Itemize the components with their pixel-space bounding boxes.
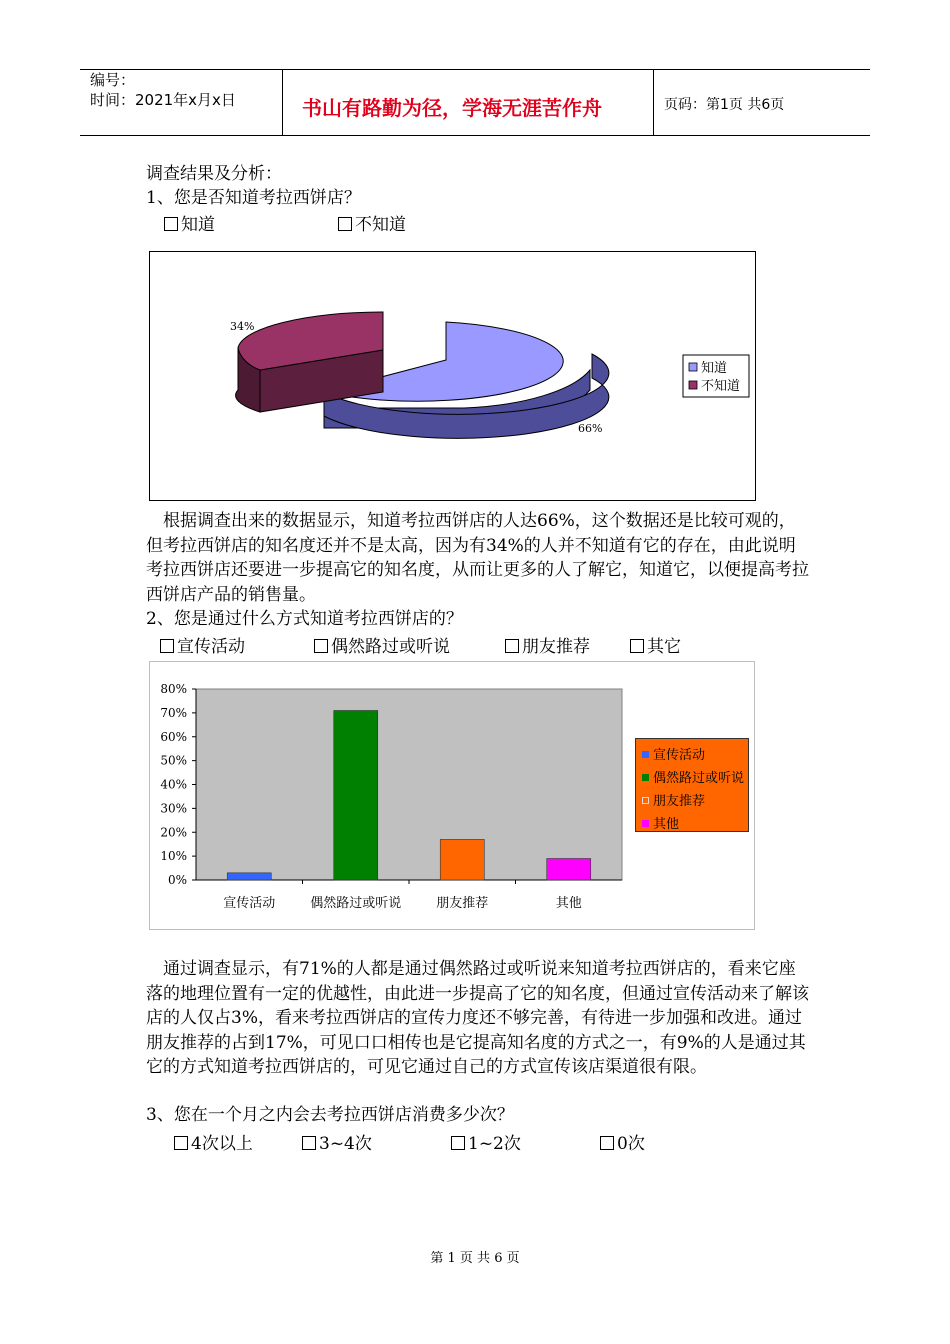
- q2-option-friend[interactable]: [505, 632, 590, 657]
- q2-analysis: [146, 957, 811, 1080]
- bar-chart-frame: [149, 661, 755, 930]
- checkbox[interactable]: [451, 1136, 465, 1150]
- option-label: 不知道: [355, 215, 406, 235]
- pie-chart: [150, 252, 755, 500]
- checkbox[interactable]: [505, 639, 519, 653]
- checkbox[interactable]: [600, 1136, 614, 1150]
- option-label: 宣传活动: [177, 637, 245, 657]
- pie-legend-swatch-dont-know: [689, 381, 697, 389]
- checkbox[interactable]: [164, 217, 178, 231]
- q1-analysis-text: 根据调查出来的数据显示，知道考拉西饼店的人达66%，这个数据还是比较可观的，但考拉西饼店的知名度还并不是太高，因为有34%的人并不知道有它的存在，由此说明考拉西饼店还要进一步提高它的知名度，从而让更多的人了解它，知道它，以便提高考拉西饼店产品的销售量。: [146, 511, 809, 605]
- q3-question: 3、您在一个月之内会去考拉西饼店消费多少次？: [146, 1105, 514, 1125]
- bar: [440, 839, 484, 880]
- bar-legend: [635, 738, 749, 832]
- option-label: 其它: [647, 637, 681, 657]
- checkbox[interactable]: [302, 1136, 316, 1150]
- q2-option-promo[interactable]: [160, 632, 245, 657]
- x-category-label: 宣传活动: [223, 896, 276, 911]
- bar-legend-item-promo: [642, 744, 705, 763]
- pie-label-dont-know: 34%: [230, 320, 255, 333]
- header-number: 编号：: [90, 71, 136, 89]
- y-tick-label: 20%: [160, 825, 187, 840]
- legend-label: 偶然路过或听说: [653, 771, 745, 786]
- y-tick-label: 40%: [160, 777, 187, 792]
- y-tick-label: 0%: [167, 873, 187, 887]
- checkbox[interactable]: [630, 639, 644, 653]
- y-tick-label: 30%: [160, 801, 187, 816]
- bar-legend-item-other: [642, 813, 679, 832]
- option-label: 1~2次: [468, 1134, 521, 1154]
- section-intro: 调查结果及分析：: [146, 164, 282, 184]
- checkbox[interactable]: [160, 639, 174, 653]
- q3-option-1to2[interactable]: [451, 1129, 521, 1154]
- bar-legend-item-friend: [642, 790, 705, 809]
- q1-option-dont-know[interactable]: [338, 210, 406, 235]
- legend-swatch: [642, 820, 649, 827]
- q3-option-3to4[interactable]: [302, 1129, 372, 1154]
- pie-chart-frame: [149, 251, 756, 501]
- bar: [227, 873, 271, 880]
- x-category-label: 朋友推荐: [436, 896, 489, 911]
- q3-option-0[interactable]: [600, 1129, 645, 1154]
- bar-legend-item-passby: [642, 767, 744, 786]
- checkbox[interactable]: [314, 639, 328, 653]
- header-divider-2: [653, 69, 654, 136]
- legend-swatch: [642, 774, 649, 781]
- pie-legend-label-know: 知道: [701, 361, 728, 376]
- q3-option-4plus[interactable]: [174, 1129, 253, 1154]
- q1-analysis: [146, 509, 811, 607]
- header-bottom-rule: [80, 135, 870, 136]
- option-label: 偶然路过或听说: [331, 637, 450, 657]
- x-category-label: 其他: [555, 896, 582, 911]
- y-tick-label: 70%: [160, 705, 187, 720]
- y-tick-label: 60%: [160, 729, 187, 744]
- q2-question: 2、您是通过什么方式知道考拉西饼店的？: [146, 609, 463, 629]
- page-footer: 第 1 页 共 6 页: [430, 1251, 520, 1266]
- header-date: 时间：2021年x月x日: [90, 91, 236, 109]
- pie-label-know: 66%: [578, 422, 603, 435]
- pie-legend-swatch-know: [689, 363, 697, 371]
- bar: [547, 859, 591, 880]
- y-tick-label: 10%: [160, 849, 187, 864]
- option-label: 0次: [617, 1134, 645, 1154]
- option-label: 3~4次: [319, 1134, 372, 1154]
- header-top-rule: [80, 69, 870, 70]
- option-label: 知道: [181, 215, 215, 235]
- q2-analysis-text: 通过调查显示，有71%的人都是通过偶然路过或听说来知道考拉西饼店的，看来它座落的地理位置有一定的优越性，由此进一步提高了它的知名度，但通过宣传活动来了解该店的人仅占3%，看来考拉西饼店的宣传力度还不够完善，有待进一步加强和改进。通过朋友推荐的占到17%，可见口口相传也是它提高知名度的方式之一，有9%的人是通过其它的方式知道考拉西饼店的，可见它通过自己的方式宣传该店渠道很有限。: [146, 959, 809, 1077]
- q2-option-other[interactable]: [630, 632, 681, 657]
- bar-plot-area: [196, 689, 622, 880]
- y-tick-label: 50%: [160, 753, 187, 768]
- x-category-label: 偶然路过或听说: [310, 896, 402, 911]
- bar: [334, 710, 378, 880]
- legend-label: 其他: [653, 817, 680, 832]
- option-label: 朋友推荐: [522, 637, 590, 657]
- header-motto: 书山有路勤为径，学海无涯苦作舟: [302, 96, 602, 120]
- q2-option-passby[interactable]: [314, 632, 450, 657]
- legend-swatch: [642, 797, 649, 804]
- q1-question: 1、您是否知道考拉西饼店？: [146, 188, 361, 208]
- q1-option-know[interactable]: [164, 210, 215, 235]
- option-label: 4次以上: [191, 1134, 253, 1154]
- legend-label: 朋友推荐: [653, 794, 706, 809]
- y-tick-label: 80%: [160, 682, 187, 696]
- legend-label: 宣传活动: [653, 748, 706, 763]
- legend-swatch: [642, 751, 649, 758]
- header-divider-1: [282, 69, 283, 136]
- checkbox[interactable]: [174, 1136, 188, 1150]
- header-page-number: 页码：第1页 共6页: [664, 97, 785, 113]
- pie-legend-label-dont-know: 不知道: [701, 379, 741, 394]
- checkbox[interactable]: [338, 217, 352, 231]
